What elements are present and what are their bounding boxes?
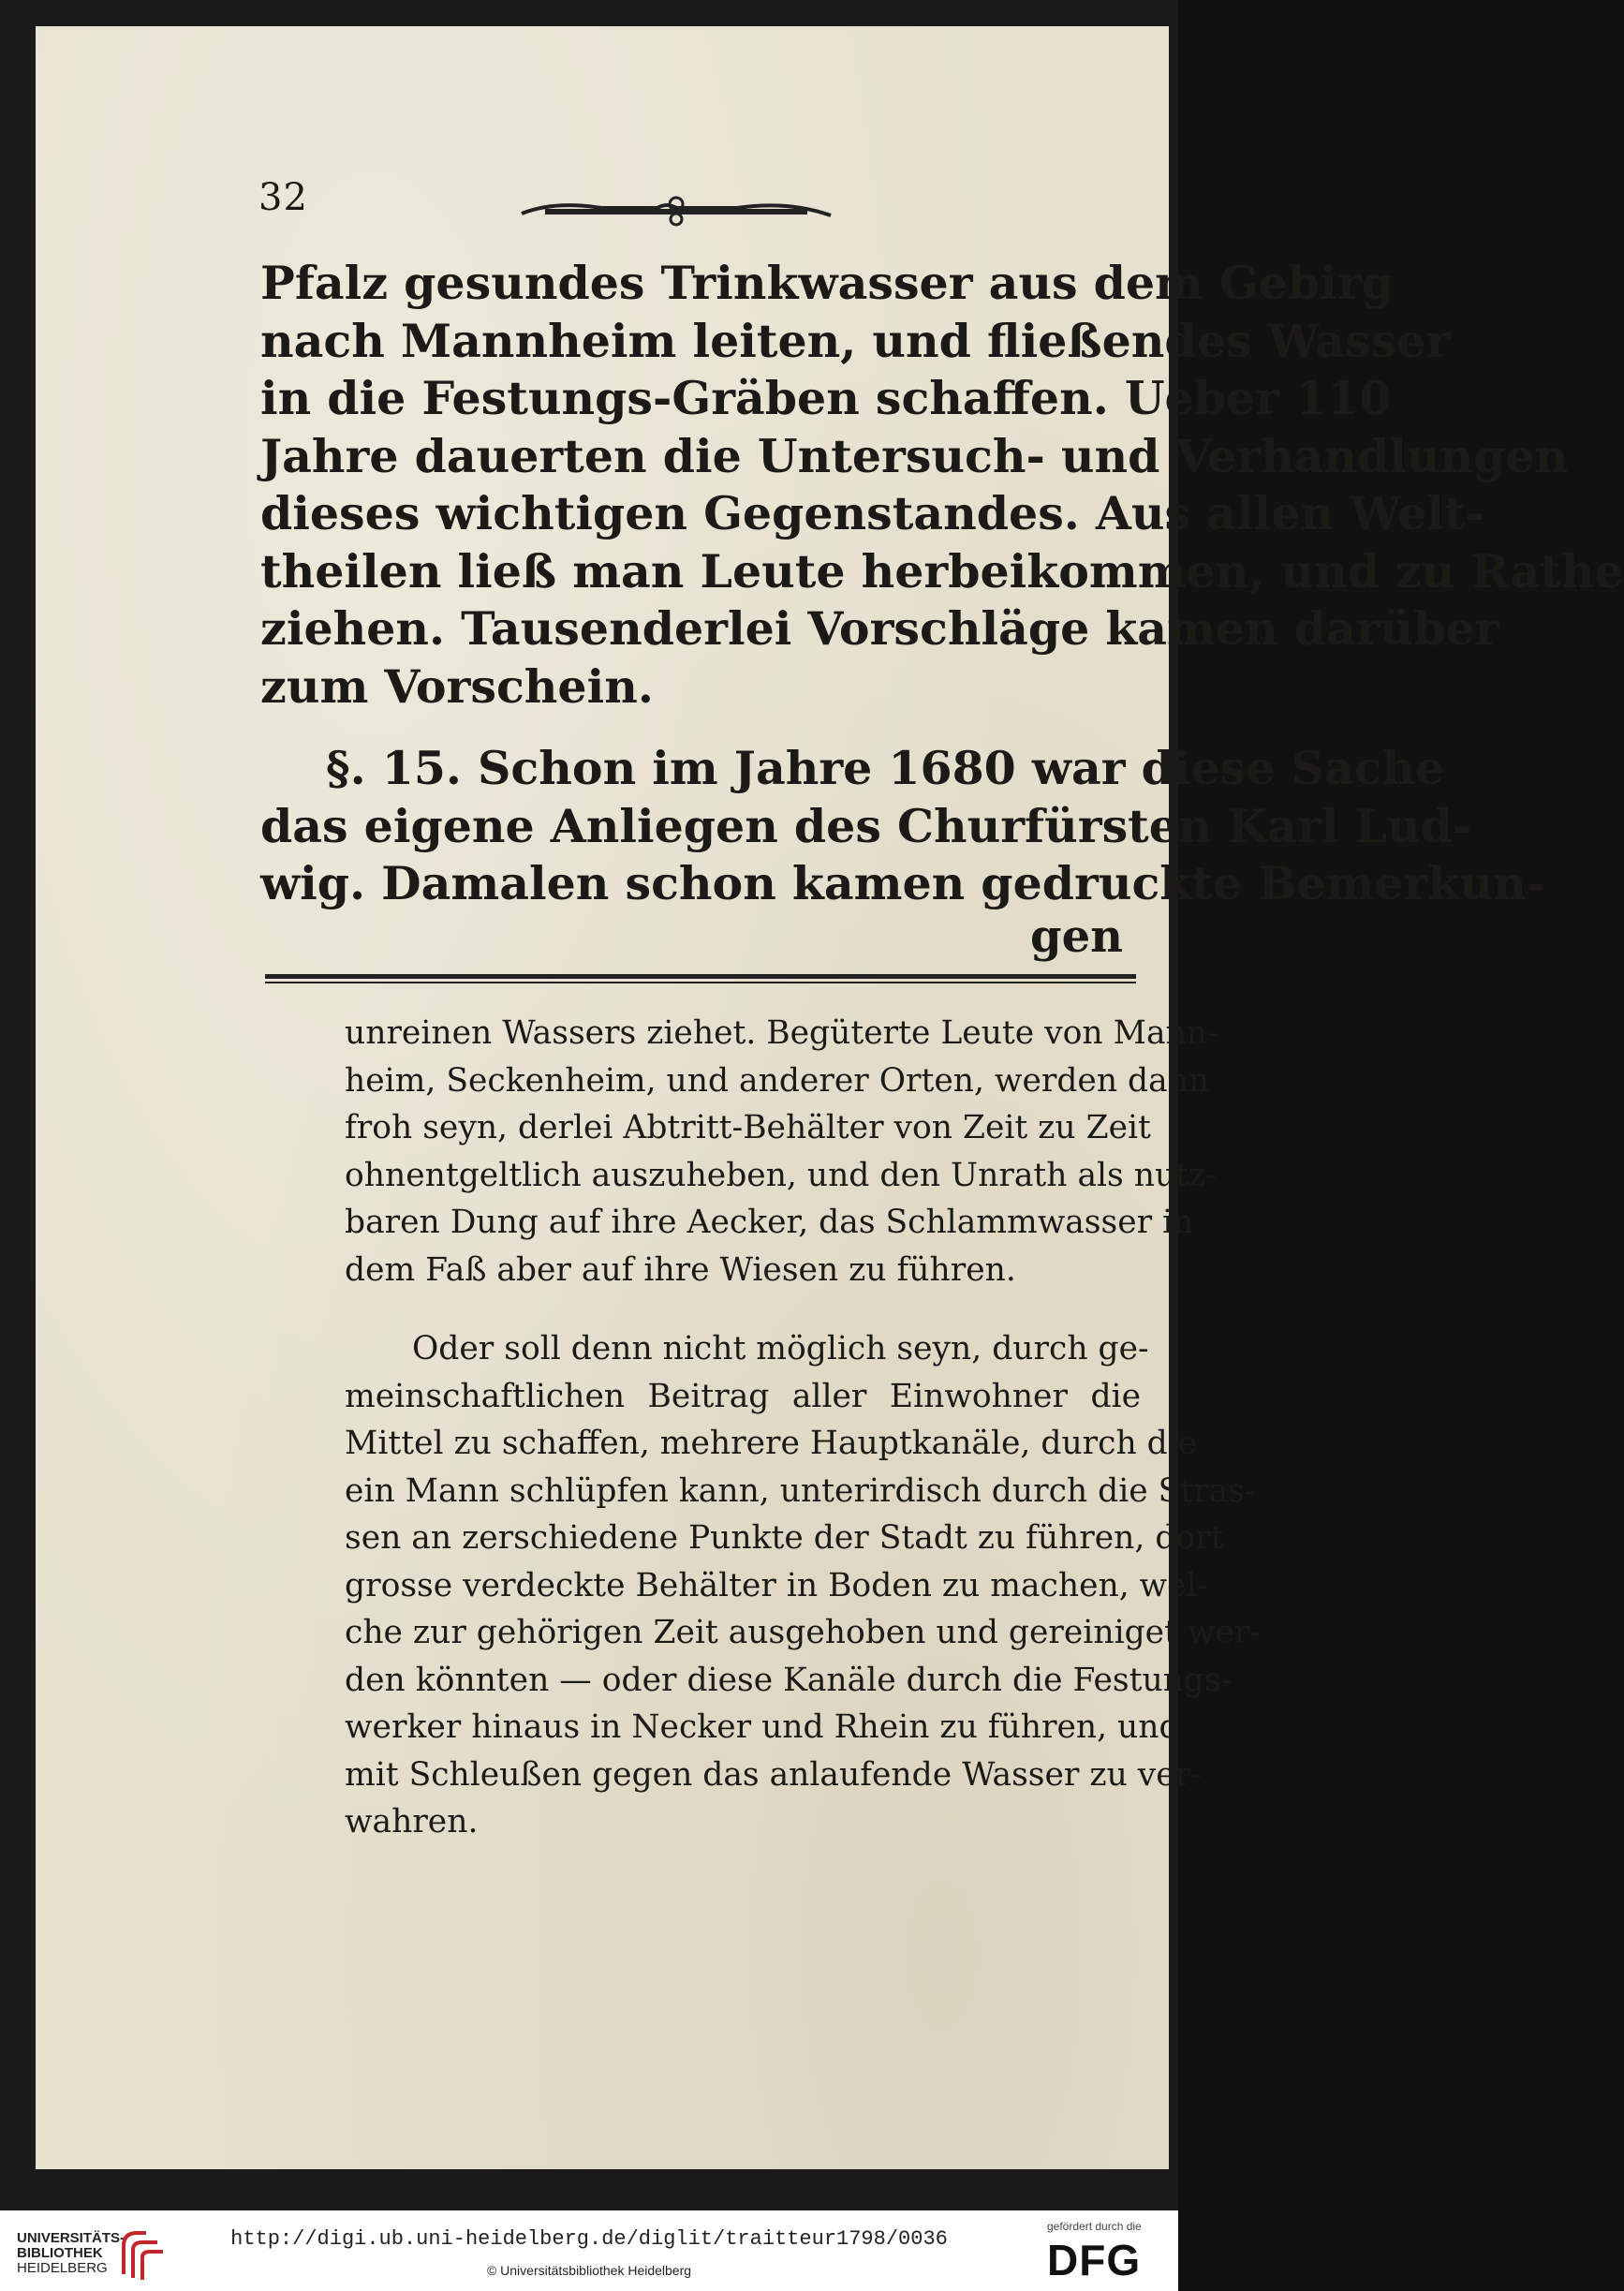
book-page <box>36 26 1624 2169</box>
text-line: Oder soll denn nicht möglich seyn, durch ge- <box>412 1330 1149 1367</box>
library-name-line: UNIVERSITÄTS- <box>17 2230 125 2246</box>
library-name-line: BIBLIOTHEK <box>17 2245 103 2261</box>
text-line: ziehen. Tausenderlei Vorschläge kamen darüber <box>260 601 1499 656</box>
dfg-caption: gefördert durch die <box>1047 2220 1142 2233</box>
text-line: dem Faß aber auf ihre Wiesen zu führen. <box>345 1250 1016 1289</box>
text-line: mit Schleußen gegen das anlaufende Wasser zu ver- <box>345 1755 1202 1794</box>
text-line: den könnten — oder diese Kanäle durch die Festungs- <box>345 1661 1233 1699</box>
text-line: unreinen Wassers ziehet. Begüterte Leute von Mann- <box>345 1014 1218 1052</box>
permalink-url[interactable]: http://digi.ub.uni-heidelberg.de/diglit/traitteur1798/0036 <box>230 2227 948 2251</box>
copyright-notice: © Universitätsbibliothek Heidelberg <box>486 2263 692 2278</box>
footnote-divider <box>265 974 1136 983</box>
text-line: das eigene Anliegen des Churfürsten Karl Lud- <box>260 798 1472 853</box>
text-line: che zur gehörigen Zeit ausgehoben und gereiniget wer- <box>345 1614 1262 1651</box>
footnote-paragraph <box>345 1010 1218 1293</box>
text-line: dieses wichtigen Gegenstandes. Aus allen Welt- <box>260 486 1484 540</box>
text-line: ohnentgeltlich auszuheben, und den Unrath als nutz- <box>345 1156 1217 1194</box>
main-text <box>260 255 1624 913</box>
text-line: theilen ließ man Leute herbeikommen, und zu Rathe <box>260 543 1624 599</box>
text-line: §. 15. Schon im Jahre 1680 war diese Sache <box>326 741 1445 795</box>
text-line: grosse verdeckte Behälter in Boden zu machen, wel- <box>345 1566 1208 1604</box>
text-line: in die Festungs-Gräben schaffen. Ueber 110 <box>260 371 1392 425</box>
text-line: ein Mann schlüpfen kann, unterirdisch durch die Stras- <box>345 1471 1256 1510</box>
text-line: sen an zerschiedene Punkte der Stadt zu führen, dort <box>345 1519 1224 1557</box>
footnote-paragraph <box>345 1325 1262 1846</box>
library-name-line: HEIDELBERG <box>17 2260 108 2276</box>
catchword: gen <box>1030 910 1123 963</box>
text-line: zum Vorschein. <box>260 658 654 714</box>
dfg-logo[interactable]: DFG <box>1047 2236 1142 2284</box>
text-line: Pfalz gesundes Trinkwasser aus dem Gebirg <box>260 256 1394 310</box>
text-line: nach Mannheim leiten, und fließendes Wasser <box>260 313 1451 368</box>
text-line: heim, Seckenheim, und anderer Orten, werden dann <box>345 1061 1210 1100</box>
headpiece-ornament-icon <box>517 193 835 230</box>
text-line: froh seyn, derlei Abtritt-Behälter von Zeit zu Zeit <box>345 1109 1151 1146</box>
text-line: Jahre dauerten die Untersuch- und Verhandlungen <box>260 428 1569 483</box>
viewer-footer <box>0 2210 1178 2291</box>
main-paragraph <box>260 255 1624 716</box>
footnote-text <box>345 1010 1262 1846</box>
page-number: 32 <box>258 176 308 219</box>
text-line: werker hinaus in Necker und Rhein zu führen, und <box>345 1708 1180 1746</box>
text-line: baren Dung auf ihre Aecker, das Schlammwasser in <box>345 1204 1194 1241</box>
text-line: wahren. <box>345 1803 479 1840</box>
text-line: Mittel zu schaffen, mehrere Hauptkanäle, durch die <box>345 1425 1198 1462</box>
main-paragraph <box>260 740 1546 913</box>
text-line: wig. Damalen schon kamen gedruckte Bemerkun- <box>260 856 1546 910</box>
text-line: meinschaftlichen Beitrag aller Einwohner die <box>345 1377 1141 1415</box>
